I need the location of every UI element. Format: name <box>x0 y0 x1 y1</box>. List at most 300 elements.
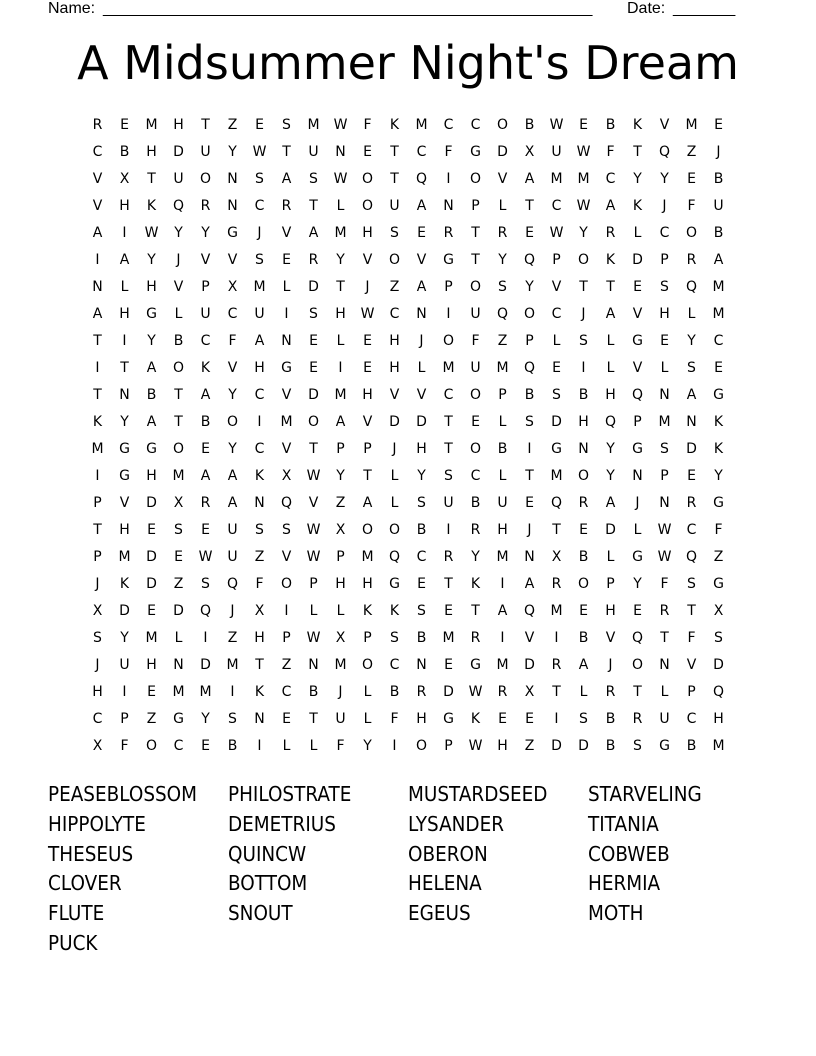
grid-letter: N <box>254 495 265 511</box>
grid-letter: Q <box>604 414 617 430</box>
word-list-item: STARVELING <box>588 782 702 806</box>
grid-letter: M <box>199 684 212 700</box>
grid-letter: Y <box>120 414 129 430</box>
grid-letter: Y <box>579 225 588 241</box>
grid-letter: T <box>201 117 210 133</box>
grid-letter: T <box>444 576 453 592</box>
grid-letter: R <box>551 576 562 592</box>
grid-letter: W <box>657 522 672 538</box>
grid-letter: W <box>306 630 321 646</box>
grid-letter: I <box>500 576 505 592</box>
grid-letter: U <box>470 360 481 376</box>
grid-letter: M <box>226 657 239 673</box>
grid-letter: Q <box>631 387 644 403</box>
grid-letter: U <box>227 522 238 538</box>
grid-letter: T <box>633 144 642 160</box>
grid-letter: O <box>361 198 374 214</box>
grid-letter: E <box>660 333 669 349</box>
grid-letter: I <box>446 522 451 538</box>
grid-letter: C <box>416 549 427 565</box>
grid-letter: B <box>686 738 697 754</box>
grid-letter: W <box>657 549 672 565</box>
grid-letter: A <box>497 603 508 619</box>
grid-letter: E <box>363 360 372 376</box>
grid-letter: Y <box>336 468 345 484</box>
grid-letter: H <box>146 279 157 295</box>
grid-letter: R <box>605 225 616 241</box>
grid-letter: A <box>92 306 103 322</box>
grid-letter: I <box>203 630 208 646</box>
grid-letter: N <box>578 441 589 457</box>
grid-letter: P <box>363 630 372 646</box>
grid-letter: M <box>712 279 725 295</box>
grid-letter: I <box>284 603 289 619</box>
grid-letter: P <box>309 576 318 592</box>
grid-letter: Y <box>660 171 669 187</box>
grid-letter: O <box>145 738 158 754</box>
grid-letter: Y <box>174 225 183 241</box>
grid-letter: H <box>335 576 346 592</box>
grid-letter: H <box>416 711 427 727</box>
grid-letter: X <box>335 630 346 646</box>
grid-letter: T <box>444 441 453 457</box>
grid-letter: R <box>416 684 427 700</box>
grid-letter: Y <box>417 468 426 484</box>
grid-letter: U <box>308 144 319 160</box>
word-list-item: LYSANDER <box>408 811 505 836</box>
grid-letter: T <box>93 522 102 538</box>
grid-letter: O <box>172 360 185 376</box>
grid-letter: P <box>552 252 561 268</box>
grid-letter: C <box>470 117 481 133</box>
grid-letter: J <box>338 684 343 700</box>
grid-letter: O <box>469 279 482 295</box>
grid-letter: G <box>632 549 643 565</box>
grid-letter: V <box>362 252 373 268</box>
grid-letter: E <box>498 711 507 727</box>
grid-letter: N <box>659 657 670 673</box>
grid-letter: F <box>336 738 345 754</box>
grid-letter: T <box>390 171 399 187</box>
grid-letter: X <box>254 603 265 619</box>
grid-letter: F <box>606 144 615 160</box>
grid-letter: Q <box>550 495 563 511</box>
grid-letter: B <box>578 387 589 403</box>
grid-letter: O <box>442 333 455 349</box>
grid-letter: Q <box>523 603 536 619</box>
grid-letter: Y <box>201 225 210 241</box>
grid-letter: C <box>713 333 724 349</box>
grid-letter: H <box>254 360 265 376</box>
grid-letter: P <box>660 252 669 268</box>
grid-letter: E <box>282 711 291 727</box>
grid-letter: Q <box>523 252 536 268</box>
grid-letter: T <box>147 171 156 187</box>
grid-letter: M <box>145 630 158 646</box>
grid-letter: Y <box>120 630 129 646</box>
grid-letter: S <box>579 333 588 349</box>
grid-letter: S <box>633 738 642 754</box>
grid-letter: Q <box>685 549 698 565</box>
grid-letter: B <box>524 387 535 403</box>
grid-letter: G <box>443 711 454 727</box>
grid-letter: B <box>497 441 508 457</box>
grid-letter: E <box>309 360 318 376</box>
grid-letter: O <box>361 657 374 673</box>
grid-letter: R <box>281 198 292 214</box>
grid-letter: L <box>174 630 183 646</box>
grid-letter: M <box>91 441 104 457</box>
grid-letter: A <box>227 468 238 484</box>
grid-letter: F <box>255 576 264 592</box>
grid-letter: L <box>606 360 615 376</box>
grid-letter: O <box>496 117 509 133</box>
grid-letter: V <box>92 198 103 214</box>
grid-letter: S <box>390 225 399 241</box>
grid-letter: S <box>687 360 696 376</box>
grid-letter: B <box>713 225 724 241</box>
grid-letter: X <box>551 549 562 565</box>
grid-letter: C <box>551 306 562 322</box>
grid-letter: Y <box>633 576 642 592</box>
grid-letter: O <box>577 468 590 484</box>
grid-letter: I <box>284 306 289 322</box>
grid-letter: P <box>120 711 129 727</box>
grid-letter: F <box>120 738 129 754</box>
grid-letter: U <box>227 549 238 565</box>
grid-letter: N <box>227 198 238 214</box>
grid-letter: B <box>524 117 535 133</box>
grid-letter: F <box>471 333 480 349</box>
grid-letter: B <box>227 738 238 754</box>
grid-letter: M <box>307 117 320 133</box>
grid-letter: G <box>659 738 670 754</box>
grid-letter: A <box>578 657 589 673</box>
grid-letter: A <box>227 495 238 511</box>
grid-letter: K <box>605 252 616 268</box>
grid-letter: L <box>660 684 669 700</box>
grid-letter: N <box>254 711 265 727</box>
grid-letter: Q <box>523 360 536 376</box>
grid-letter: Y <box>228 144 237 160</box>
grid-letter: D <box>389 414 400 430</box>
grid-letter: L <box>579 684 588 700</box>
grid-letter: T <box>336 279 345 295</box>
grid-letter: D <box>578 738 589 754</box>
grid-letter: I <box>95 468 100 484</box>
grid-letter: L <box>363 684 372 700</box>
grid-letter: Z <box>281 657 292 673</box>
grid-letter: G <box>227 225 238 241</box>
grid-letter: Z <box>227 630 238 646</box>
grid-letter: E <box>579 603 588 619</box>
grid-letter: W <box>198 549 213 565</box>
grid-letter: F <box>687 630 696 646</box>
grid-letter: R <box>686 252 697 268</box>
grid-letter: H <box>335 306 346 322</box>
page-title: A Midsummer Night's Dream <box>77 36 739 90</box>
grid-letter: I <box>230 684 235 700</box>
word-list-item: MUSTARDSEED <box>408 782 548 806</box>
grid-letter: T <box>309 441 318 457</box>
grid-letter: W <box>144 225 159 241</box>
grid-letter: U <box>200 306 211 322</box>
grid-letter: L <box>606 549 615 565</box>
grid-letter: V <box>119 495 130 511</box>
grid-letter: D <box>524 657 535 673</box>
grid-letter: U <box>551 144 562 160</box>
grid-letter: S <box>255 171 264 187</box>
grid-letter: Y <box>363 738 372 754</box>
word-list-item: EGEUS <box>408 901 471 926</box>
grid-letter: E <box>282 252 291 268</box>
grid-letter: T <box>471 225 480 241</box>
name-line[interactable]: _______________________________________________________ <box>103 0 593 17</box>
grid-letter: H <box>416 441 427 457</box>
grid-letter: C <box>605 171 616 187</box>
grid-letter: E <box>525 711 534 727</box>
grid-letter: A <box>92 225 103 241</box>
grid-letter: S <box>309 306 318 322</box>
grid-letter: T <box>471 252 480 268</box>
grid-letter: V <box>632 306 643 322</box>
grid-letter: A <box>686 387 697 403</box>
grid-letter: O <box>361 522 374 538</box>
grid-letter: B <box>146 387 157 403</box>
word-list-item: PHILOSTRATE <box>228 782 352 806</box>
grid-letter: B <box>173 333 184 349</box>
grid-letter: K <box>713 441 724 457</box>
grid-letter: A <box>713 252 724 268</box>
grid-letter: E <box>309 333 318 349</box>
grid-letter: R <box>92 117 103 133</box>
grid-letter: V <box>92 171 103 187</box>
grid-letter: S <box>174 522 183 538</box>
grid-letter: E <box>525 225 534 241</box>
grid-letter: T <box>255 657 264 673</box>
grid-letter: S <box>255 252 264 268</box>
grid-letter: S <box>390 630 399 646</box>
grid-letter: V <box>227 252 238 268</box>
grid-letter: G <box>443 252 454 268</box>
date-line[interactable]: _______ <box>673 0 736 17</box>
grid-letter: C <box>416 144 427 160</box>
grid-letter: W <box>360 306 375 322</box>
grid-letter: Y <box>471 549 480 565</box>
grid-letter: H <box>119 198 130 214</box>
grid-letter: O <box>226 414 239 430</box>
grid-letter: A <box>254 333 265 349</box>
grid-letter: E <box>120 117 129 133</box>
grid-letter: V <box>416 387 427 403</box>
grid-letter: I <box>257 414 262 430</box>
grid-letter: A <box>605 495 616 511</box>
grid-letter: Y <box>606 468 615 484</box>
grid-letter: C <box>227 306 238 322</box>
grid-letter: H <box>497 738 508 754</box>
grid-letter: Q <box>388 549 401 565</box>
grid-letter: C <box>200 333 211 349</box>
grid-letter: J <box>365 279 370 295</box>
grid-letter: P <box>444 279 453 295</box>
grid-letter: I <box>95 360 100 376</box>
grid-letter: M <box>334 387 347 403</box>
grid-letter: E <box>363 144 372 160</box>
grid-letter: P <box>687 684 696 700</box>
grid-letter: V <box>200 252 211 268</box>
grid-letter: K <box>362 603 373 619</box>
grid-letter: B <box>578 630 589 646</box>
grid-letter: G <box>146 306 157 322</box>
grid-letter: G <box>119 468 130 484</box>
grid-letter: G <box>146 441 157 457</box>
grid-letter: R <box>443 549 454 565</box>
grid-letter: Z <box>254 549 265 565</box>
grid-letter: R <box>497 684 508 700</box>
grid-letter: L <box>390 495 399 511</box>
grid-letter: I <box>554 711 559 727</box>
grid-letter: T <box>525 468 534 484</box>
grid-letter: D <box>632 252 643 268</box>
grid-letter: T <box>93 387 102 403</box>
grid-letter: U <box>497 495 508 511</box>
grid-letter: Y <box>714 468 723 484</box>
grid-letter: C <box>686 711 697 727</box>
grid-letter: X <box>92 603 103 619</box>
grid-letter: N <box>659 495 670 511</box>
grid-letter: L <box>363 711 372 727</box>
grid-letter: K <box>713 414 724 430</box>
grid-letter: H <box>389 360 400 376</box>
word-list-item: PEASEBLOSSOM <box>48 782 198 806</box>
grid-letter: Q <box>631 630 644 646</box>
grid-letter: E <box>417 576 426 592</box>
grid-letter: B <box>605 117 616 133</box>
grid-letter: N <box>659 387 670 403</box>
grid-letter: E <box>471 414 480 430</box>
grid-letter: W <box>306 522 321 538</box>
grid-letter: J <box>257 225 262 241</box>
grid-letter: P <box>633 414 642 430</box>
grid-letter: U <box>254 306 265 322</box>
grid-letter: F <box>363 117 372 133</box>
grid-letter: W <box>576 144 591 160</box>
grid-letter: D <box>497 144 508 160</box>
grid-letter: D <box>308 387 319 403</box>
grid-letter: A <box>200 387 211 403</box>
grid-letter: S <box>660 441 669 457</box>
grid-letter: C <box>443 387 454 403</box>
grid-letter: L <box>336 198 345 214</box>
grid-letter: U <box>443 495 454 511</box>
grid-letter: T <box>174 414 183 430</box>
grid-letter: E <box>714 360 723 376</box>
grid-letter: H <box>173 117 184 133</box>
grid-letter: A <box>362 495 373 511</box>
grid-letter: F <box>714 522 723 538</box>
grid-letter: C <box>92 144 103 160</box>
grid-letter: P <box>606 576 615 592</box>
grid-letter: K <box>470 711 481 727</box>
grid-letter: X <box>524 684 535 700</box>
grid-letter: S <box>498 279 507 295</box>
grid-letter: D <box>308 279 319 295</box>
grid-letter: R <box>443 225 454 241</box>
grid-letter: M <box>550 603 563 619</box>
grid-letter: H <box>119 522 130 538</box>
grid-letter: N <box>686 414 697 430</box>
grid-letter: M <box>253 279 266 295</box>
grid-letter: T <box>309 711 318 727</box>
grid-letter: Y <box>228 441 237 457</box>
grid-letter: X <box>713 603 724 619</box>
grid-letter: O <box>388 252 401 268</box>
grid-letter: G <box>713 576 724 592</box>
grid-letter: A <box>200 468 211 484</box>
grid-letter: S <box>201 576 210 592</box>
grid-letter: D <box>146 495 157 511</box>
grid-letter: U <box>470 306 481 322</box>
grid-letter: Y <box>498 252 507 268</box>
grid-letter: G <box>551 441 562 457</box>
grid-letter: L <box>687 306 696 322</box>
grid-letter: R <box>497 225 508 241</box>
grid-letter: L <box>309 603 318 619</box>
grid-letter: H <box>578 414 589 430</box>
grid-letter: L <box>417 360 426 376</box>
grid-letter: L <box>633 225 642 241</box>
grid-letter: D <box>686 441 697 457</box>
grid-letter: X <box>335 522 346 538</box>
grid-letter: S <box>714 630 723 646</box>
grid-letter: J <box>527 522 532 538</box>
grid-letter: B <box>713 171 724 187</box>
grid-letter: J <box>95 576 100 592</box>
grid-letter: Q <box>685 279 698 295</box>
grid-letter: C <box>389 657 400 673</box>
grid-letter: M <box>145 117 158 133</box>
grid-letter: E <box>444 603 453 619</box>
grid-letter: Y <box>606 441 615 457</box>
grid-letter: Z <box>227 117 238 133</box>
word-list-item: DEMETRIUS <box>228 811 336 836</box>
grid-letter: K <box>470 576 481 592</box>
word-list-item: SNOUT <box>228 901 293 926</box>
grid-letter: H <box>389 333 400 349</box>
grid-letter: B <box>470 495 481 511</box>
grid-letter: H <box>254 630 265 646</box>
grid-letter: Q <box>496 306 509 322</box>
grid-letter: G <box>632 441 643 457</box>
grid-letter: D <box>146 549 157 565</box>
grid-letter: A <box>524 171 535 187</box>
grid-letter: N <box>308 657 319 673</box>
grid-letter: I <box>257 738 262 754</box>
grid-letter: Q <box>172 198 185 214</box>
grid-letter: C <box>254 441 265 457</box>
grid-letter: Y <box>336 252 345 268</box>
grid-letter: C <box>281 684 292 700</box>
grid-letter: A <box>281 171 292 187</box>
grid-letter: T <box>552 684 561 700</box>
grid-letter: A <box>605 198 616 214</box>
grid-letter: G <box>470 144 481 160</box>
grid-letter: F <box>660 576 669 592</box>
grid-letter: X <box>524 144 535 160</box>
grid-letter: I <box>95 252 100 268</box>
grid-letter: S <box>525 414 534 430</box>
grid-letter: C <box>254 198 265 214</box>
